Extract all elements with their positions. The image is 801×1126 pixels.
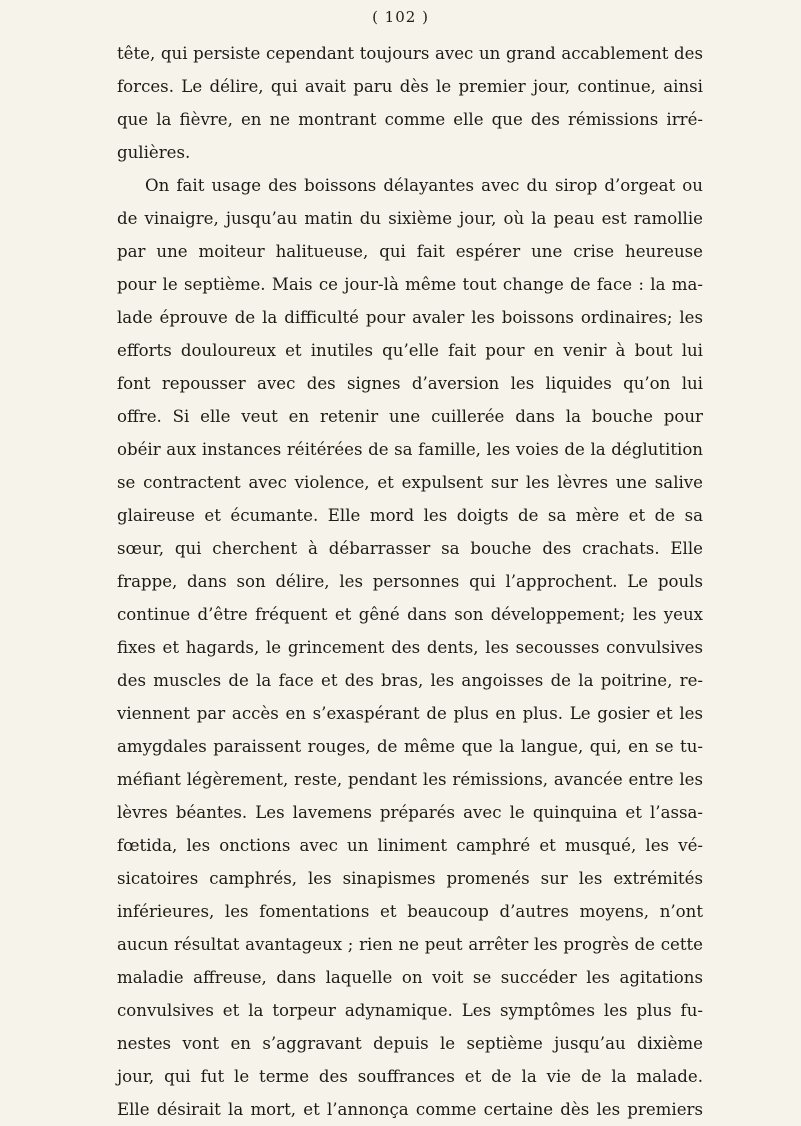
text-line: que la fièvre, en ne montrant comme elle que des rémissions irré- bbox=[117, 110, 703, 129]
text-line: convulsives et la torpeur adynamique. Les symptômes les plus fu- bbox=[117, 1001, 703, 1020]
text-line: de vinaigre, jusqu’au matin du sixième jour, où la peau est ramollie bbox=[117, 209, 703, 228]
text-line: lèvres béantes. Les lavemens préparés avec le quinquina et l’assa- bbox=[117, 803, 703, 822]
text-line: viennent par accès en s’exaspérant de plus en plus. Le gosier et les bbox=[117, 704, 703, 723]
body-text bbox=[117, 37, 703, 1126]
text-line: pour le septième. Mais ce jour-là même tout change de face : la ma- bbox=[117, 275, 703, 294]
text-line: maladie affreuse, dans laquelle on voit se succéder les agitations bbox=[117, 968, 703, 987]
text-line: par une moiteur halitueuse, qui fait espérer une crise heureuse bbox=[117, 242, 703, 261]
text-line: amygdales paraissent rouges, de même que la langue, qui, en se tu- bbox=[117, 737, 703, 756]
page-number: ( 102 ) bbox=[372, 8, 429, 26]
text-line: des muscles de la face et des bras, les angoisses de la poitrine, re- bbox=[117, 671, 703, 690]
text-line: On fait usage des boissons délayantes avec du sirop d’orgeat ou bbox=[145, 176, 703, 195]
text-line: lade éprouve de la difficulté pour avaler les boissons ordinaires; les bbox=[117, 308, 703, 327]
text-line: frappe, dans son délire, les personnes qui l’approchent. Le pouls bbox=[117, 572, 703, 591]
text-line: forces. Le délire, qui avait paru dès le premier jour, continue, ainsi bbox=[117, 77, 703, 96]
text-line: Elle désirait la mort, et l’annonça comme certaine dès les premiers bbox=[117, 1100, 703, 1119]
text-line: inférieures, les fomentations et beaucoup d’autres moyens, n’ont bbox=[117, 902, 703, 921]
text-line: fœtida, les onctions avec un liniment camphré et musqué, les vé- bbox=[117, 836, 703, 855]
text-line: offre. Si elle veut en retenir une cuillerée dans la bouche pour bbox=[117, 407, 703, 426]
text-line: se contractent avec violence, et expulsent sur les lèvres une salive bbox=[117, 473, 703, 492]
text-line: gulières. bbox=[117, 143, 191, 162]
text-line: aucun résultat avantageux ; rien ne peut arrêter les progrès de cette bbox=[117, 935, 703, 954]
text-line: tête, qui persiste cependant toujours avec un grand accablement des bbox=[117, 44, 703, 63]
text-line: nestes vont en s’aggravant depuis le septième jusqu’au dixième bbox=[117, 1034, 703, 1053]
text-line: continue d’être fréquent et gêné dans son développement; les yeux bbox=[117, 605, 703, 624]
text-line: glaireuse et écumante. Elle mord les doigts de sa mère et de sa bbox=[117, 506, 703, 525]
text-line: efforts douloureux et inutiles qu’elle fait pour en venir à bout lui bbox=[117, 341, 703, 360]
text-line: méfiant légèrement, reste, pendant les rémissions, avancée entre les bbox=[117, 770, 703, 789]
text-line: obéir aux instances réitérées de sa famille, les voies de la déglutition bbox=[117, 440, 703, 459]
text-line: jour, qui fut le terme des souffrances et de la vie de la malade. bbox=[117, 1067, 703, 1086]
text-line: sœur, qui cherchent à débarrasser sa bouche des crachats. Elle bbox=[117, 539, 703, 558]
text-line: font repousser avec des signes d’aversion les liquides qu’on lui bbox=[117, 374, 703, 393]
text-line: sicatoires camphrés, les sinapismes promenés sur les extrémités bbox=[117, 869, 703, 888]
text-line: fixes et hagards, le grincement des dents, les secousses convulsives bbox=[117, 638, 703, 657]
